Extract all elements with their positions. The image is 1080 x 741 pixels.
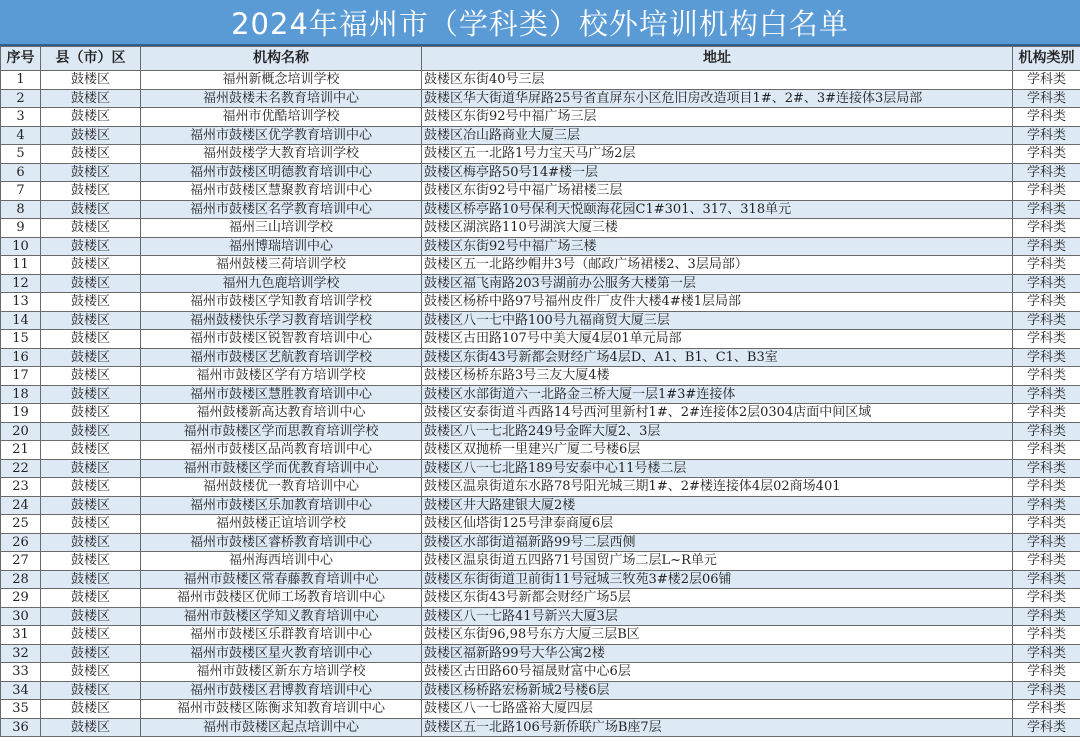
cell-index: 22 [1, 459, 41, 478]
cell-name: 福州九色鹿培训学校 [141, 274, 422, 293]
cell-address: 鼓楼区古田路60号福晟财富中心6层 [422, 663, 1013, 682]
cell-category: 学科类 [1013, 108, 1080, 127]
cell-category: 学科类 [1013, 293, 1080, 312]
cell-index: 8 [1, 200, 41, 219]
cell-category: 学科类 [1013, 663, 1080, 682]
cell-index: 26 [1, 533, 41, 552]
cell-district: 鼓楼区 [41, 496, 141, 515]
cell-district: 鼓楼区 [41, 71, 141, 90]
cell-district: 鼓楼区 [41, 626, 141, 645]
table-row [1, 552, 1080, 571]
cell-category: 学科类 [1013, 404, 1080, 423]
table-row [1, 515, 1080, 534]
cell-district: 鼓楼区 [41, 126, 141, 145]
cell-name: 福州市鼓楼区乐群教育培训中心 [141, 626, 422, 645]
cell-index: 30 [1, 607, 41, 626]
table-row [1, 256, 1080, 275]
table-row [1, 293, 1080, 312]
cell-category: 学科类 [1013, 626, 1080, 645]
cell-district: 鼓楼区 [41, 256, 141, 275]
cell-name: 福州市鼓楼区慧聚教育培训中心 [141, 182, 422, 201]
cell-district: 鼓楼区 [41, 718, 141, 737]
table-row [1, 663, 1080, 682]
cell-district: 鼓楼区 [41, 348, 141, 367]
cell-index: 36 [1, 718, 41, 737]
cell-name: 福州市鼓楼区艺航教育培训学校 [141, 348, 422, 367]
cell-district: 鼓楼区 [41, 589, 141, 608]
cell-category: 学科类 [1013, 71, 1080, 90]
header-row [1, 47, 1080, 71]
cell-category: 学科类 [1013, 367, 1080, 386]
cell-index: 1 [1, 71, 41, 90]
table-row [1, 589, 1080, 608]
cell-name: 福州市鼓楼区起点培训中心 [141, 718, 422, 737]
cell-index: 28 [1, 570, 41, 589]
cell-district: 鼓楼区 [41, 607, 141, 626]
table-row [1, 145, 1080, 164]
cell-index: 31 [1, 626, 41, 645]
table-row [1, 163, 1080, 182]
cell-index: 34 [1, 681, 41, 700]
cell-index: 19 [1, 404, 41, 423]
cell-address: 鼓楼区东街92号中福广场三层 [422, 108, 1013, 127]
cell-name: 福州市鼓楼区星火教育培训中心 [141, 644, 422, 663]
cell-district: 鼓楼区 [41, 552, 141, 571]
cell-name: 福州市鼓楼区慧胜教育培训中心 [141, 385, 422, 404]
cell-district: 鼓楼区 [41, 570, 141, 589]
cell-index: 10 [1, 237, 41, 256]
table-row [1, 385, 1080, 404]
cell-district: 鼓楼区 [41, 644, 141, 663]
cell-address: 鼓楼区东街40号三层 [422, 71, 1013, 90]
cell-district: 鼓楼区 [41, 311, 141, 330]
header-category: 机构类别 [1013, 47, 1080, 71]
cell-address: 鼓楼区五一北路106号新侨联广场B座7层 [422, 718, 1013, 737]
cell-name: 福州鼓楼三荷培训学校 [141, 256, 422, 275]
cell-category: 学科类 [1013, 145, 1080, 164]
cell-name: 福州市鼓楼区锐智教育培训中心 [141, 330, 422, 349]
table-row [1, 126, 1080, 145]
cell-address: 鼓楼区杨桥中路97号福州皮件厂皮件大楼4#楼1层局部 [422, 293, 1013, 312]
table-row [1, 478, 1080, 497]
cell-address: 鼓楼区冶山路商业大厦三层 [422, 126, 1013, 145]
cell-name: 福州鼓楼正谊培训学校 [141, 515, 422, 534]
cell-address: 鼓楼区东街街道卫前街11号冠城三牧苑3#楼2层06铺 [422, 570, 1013, 589]
cell-address: 鼓楼区古田路107号中美大厦4层01单元局部 [422, 330, 1013, 349]
cell-name: 福州市鼓楼区学知义教育培训中心 [141, 607, 422, 626]
cell-address: 鼓楼区温泉街道五四路71号国贸广场二层L~R单元 [422, 552, 1013, 571]
cell-index: 5 [1, 145, 41, 164]
cell-name: 福州市鼓楼区学而思教育培训学校 [141, 422, 422, 441]
cell-address: 鼓楼区五一北路1号力宝天马广场2层 [422, 145, 1013, 164]
cell-district: 鼓楼区 [41, 663, 141, 682]
cell-category: 学科类 [1013, 256, 1080, 275]
cell-index: 35 [1, 700, 41, 719]
cell-name: 福州海西培训中心 [141, 552, 422, 571]
table-row [1, 700, 1080, 719]
cell-name: 福州市优酷培训学校 [141, 108, 422, 127]
cell-index: 6 [1, 163, 41, 182]
table-row [1, 274, 1080, 293]
cell-category: 学科类 [1013, 515, 1080, 534]
cell-category: 学科类 [1013, 496, 1080, 515]
cell-index: 2 [1, 89, 41, 108]
cell-district: 鼓楼区 [41, 459, 141, 478]
table-row [1, 89, 1080, 108]
table-row [1, 496, 1080, 515]
table-row [1, 441, 1080, 460]
cell-category: 学科类 [1013, 589, 1080, 608]
cell-category: 学科类 [1013, 533, 1080, 552]
cell-category: 学科类 [1013, 163, 1080, 182]
cell-name: 福州市鼓楼区品尚教育培训中心 [141, 441, 422, 460]
cell-address: 鼓楼区福新路99号大华公寓2楼 [422, 644, 1013, 663]
cell-district: 鼓楼区 [41, 219, 141, 238]
cell-index: 11 [1, 256, 41, 275]
cell-address: 鼓楼区五一北路纱帽井3号（邮政广场裙楼2、3层局部） [422, 256, 1013, 275]
cell-address: 鼓楼区杨桥东路3号三友大厦4楼 [422, 367, 1013, 386]
cell-category: 学科类 [1013, 478, 1080, 497]
page-title: 2024年福州市（学科类）校外培训机构白名单 [0, 0, 1080, 46]
cell-address: 鼓楼区东街43号新都会财经广场5层 [422, 589, 1013, 608]
header-name: 机构名称 [141, 47, 422, 71]
table-row [1, 367, 1080, 386]
table-row [1, 219, 1080, 238]
cell-index: 20 [1, 422, 41, 441]
cell-address: 鼓楼区八一七中路100号九福商贸大厦三层 [422, 311, 1013, 330]
cell-address: 鼓楼区水部街道福新路99号二层西侧 [422, 533, 1013, 552]
cell-district: 鼓楼区 [41, 89, 141, 108]
cell-index: 13 [1, 293, 41, 312]
cell-category: 学科类 [1013, 607, 1080, 626]
cell-category: 学科类 [1013, 182, 1080, 201]
cell-index: 9 [1, 219, 41, 238]
cell-index: 32 [1, 644, 41, 663]
cell-name: 福州市鼓楼区陈衡求知教育培训中心 [141, 700, 422, 719]
cell-category: 学科类 [1013, 441, 1080, 460]
cell-category: 学科类 [1013, 237, 1080, 256]
cell-category: 学科类 [1013, 89, 1080, 108]
table-row [1, 459, 1080, 478]
cell-index: 3 [1, 108, 41, 127]
cell-address: 鼓楼区井大路建银大厦2楼 [422, 496, 1013, 515]
cell-category: 学科类 [1013, 700, 1080, 719]
cell-index: 14 [1, 311, 41, 330]
cell-district: 鼓楼区 [41, 478, 141, 497]
cell-district: 鼓楼区 [41, 145, 141, 164]
cell-name: 福州新概念培训学校 [141, 71, 422, 90]
cell-address: 鼓楼区东街43号新都会财经广场4层D、A1、B1、C1、B3室 [422, 348, 1013, 367]
cell-name: 福州鼓楼新高达教育培训中心 [141, 404, 422, 423]
cell-category: 学科类 [1013, 681, 1080, 700]
cell-name: 福州市鼓楼区君博教育培训中心 [141, 681, 422, 700]
cell-category: 学科类 [1013, 385, 1080, 404]
table-row [1, 237, 1080, 256]
cell-district: 鼓楼区 [41, 441, 141, 460]
cell-index: 16 [1, 348, 41, 367]
cell-name: 福州博瑞培训中心 [141, 237, 422, 256]
table-row [1, 404, 1080, 423]
cell-address: 鼓楼区八一七北路189号安泰中心11号楼二层 [422, 459, 1013, 478]
table-row [1, 108, 1080, 127]
table-row [1, 311, 1080, 330]
cell-address: 鼓楼区福飞南路203号湖前办公服务大楼第一层 [422, 274, 1013, 293]
cell-address: 鼓楼区东街92号中福广场裙楼三层 [422, 182, 1013, 201]
cell-district: 鼓楼区 [41, 404, 141, 423]
cell-name: 福州鼓楼学大教育培训学校 [141, 145, 422, 164]
cell-name: 福州鼓楼快乐学习教育培训学校 [141, 311, 422, 330]
cell-name: 福州三山培训学校 [141, 219, 422, 238]
table-row [1, 182, 1080, 201]
cell-address: 鼓楼区八一七路41号新兴大厦3层 [422, 607, 1013, 626]
cell-address: 鼓楼区东街92号中福广场三楼 [422, 237, 1013, 256]
cell-index: 15 [1, 330, 41, 349]
cell-index: 27 [1, 552, 41, 571]
cell-category: 学科类 [1013, 644, 1080, 663]
cell-name: 福州市鼓楼区新东方培训学校 [141, 663, 422, 682]
table-row [1, 644, 1080, 663]
cell-index: 21 [1, 441, 41, 460]
header-index: 序号 [1, 47, 41, 71]
cell-category: 学科类 [1013, 718, 1080, 737]
table-row [1, 330, 1080, 349]
cell-index: 25 [1, 515, 41, 534]
cell-address: 鼓楼区八一七北路249号金晖大厦2、3层 [422, 422, 1013, 441]
cell-index: 18 [1, 385, 41, 404]
cell-address: 鼓楼区仙塔街125号津泰商厦6层 [422, 515, 1013, 534]
cell-district: 鼓楼区 [41, 200, 141, 219]
cell-index: 12 [1, 274, 41, 293]
whitelist-table [0, 46, 1080, 737]
cell-name: 福州市鼓楼区名学教育培训中心 [141, 200, 422, 219]
cell-name: 福州市鼓楼区学有方培训学校 [141, 367, 422, 386]
table-row [1, 200, 1080, 219]
cell-district: 鼓楼区 [41, 330, 141, 349]
cell-address: 鼓楼区桥亭路10号保利天悦颐海花园C1#301、317、318单元 [422, 200, 1013, 219]
cell-district: 鼓楼区 [41, 515, 141, 534]
cell-address: 鼓楼区杨桥路宏杨新城2号楼6层 [422, 681, 1013, 700]
table-row [1, 71, 1080, 90]
cell-address: 鼓楼区华大街道华屏路25号省直屏东小区危旧房改造项目1#、2#、3#连接体3层局部 [422, 89, 1013, 108]
cell-name: 福州市鼓楼区常春藤教育培训中心 [141, 570, 422, 589]
header-address: 地址 [422, 47, 1013, 71]
cell-index: 17 [1, 367, 41, 386]
cell-district: 鼓楼区 [41, 385, 141, 404]
cell-name: 福州市鼓楼区睿桥教育培训中心 [141, 533, 422, 552]
cell-district: 鼓楼区 [41, 533, 141, 552]
cell-category: 学科类 [1013, 348, 1080, 367]
cell-category: 学科类 [1013, 422, 1080, 441]
cell-index: 29 [1, 589, 41, 608]
cell-district: 鼓楼区 [41, 274, 141, 293]
cell-district: 鼓楼区 [41, 293, 141, 312]
cell-district: 鼓楼区 [41, 700, 141, 719]
cell-name: 福州市鼓楼区优师工场教育培训中心 [141, 589, 422, 608]
cell-address: 鼓楼区双抛桥一里建兴广厦二号楼6层 [422, 441, 1013, 460]
cell-address: 鼓楼区八一七路盛裕大厦四层 [422, 700, 1013, 719]
cell-index: 24 [1, 496, 41, 515]
cell-category: 学科类 [1013, 274, 1080, 293]
cell-category: 学科类 [1013, 200, 1080, 219]
cell-address: 鼓楼区梅亭路50号14#楼一层 [422, 163, 1013, 182]
cell-address: 鼓楼区安泰街道斗西路14号西河里新村1#、2#连接体2层0304店面中间区域 [422, 404, 1013, 423]
table-row [1, 422, 1080, 441]
cell-name: 福州市鼓楼区学而优教育培训中心 [141, 459, 422, 478]
cell-index: 33 [1, 663, 41, 682]
cell-index: 23 [1, 478, 41, 497]
table-row [1, 348, 1080, 367]
cell-district: 鼓楼区 [41, 108, 141, 127]
table-row [1, 718, 1080, 737]
cell-district: 鼓楼区 [41, 422, 141, 441]
cell-category: 学科类 [1013, 126, 1080, 145]
cell-district: 鼓楼区 [41, 163, 141, 182]
cell-name: 福州市鼓楼区明德教育培训中心 [141, 163, 422, 182]
cell-district: 鼓楼区 [41, 681, 141, 700]
cell-address: 鼓楼区东街96,98号东方大厦三层B区 [422, 626, 1013, 645]
table-row [1, 533, 1080, 552]
cell-address: 鼓楼区水部街道六一北路金三桥大厦一层1#3#连接体 [422, 385, 1013, 404]
table-body [1, 71, 1080, 737]
cell-district: 鼓楼区 [41, 182, 141, 201]
table-row [1, 626, 1080, 645]
cell-category: 学科类 [1013, 330, 1080, 349]
cell-category: 学科类 [1013, 459, 1080, 478]
cell-address: 鼓楼区温泉街道东水路78号阳光城三期1#、2#楼连接体4层02商场401 [422, 478, 1013, 497]
header-district: 县（市）区 [41, 47, 141, 71]
cell-category: 学科类 [1013, 219, 1080, 238]
cell-category: 学科类 [1013, 311, 1080, 330]
cell-address: 鼓楼区湖滨路110号湖滨大厦三楼 [422, 219, 1013, 238]
cell-district: 鼓楼区 [41, 237, 141, 256]
cell-index: 7 [1, 182, 41, 201]
cell-index: 4 [1, 126, 41, 145]
cell-name: 福州鼓楼优一教育培训中心 [141, 478, 422, 497]
cell-name: 福州市鼓楼区学知教育培训学校 [141, 293, 422, 312]
cell-name: 福州市鼓楼区乐加教育培训中心 [141, 496, 422, 515]
cell-name: 福州市鼓楼区优学教育培训中心 [141, 126, 422, 145]
table-row [1, 607, 1080, 626]
table-row [1, 681, 1080, 700]
cell-name: 福州鼓楼未名教育培训中心 [141, 89, 422, 108]
cell-category: 学科类 [1013, 552, 1080, 571]
table-row [1, 570, 1080, 589]
cell-district: 鼓楼区 [41, 367, 141, 386]
cell-category: 学科类 [1013, 570, 1080, 589]
